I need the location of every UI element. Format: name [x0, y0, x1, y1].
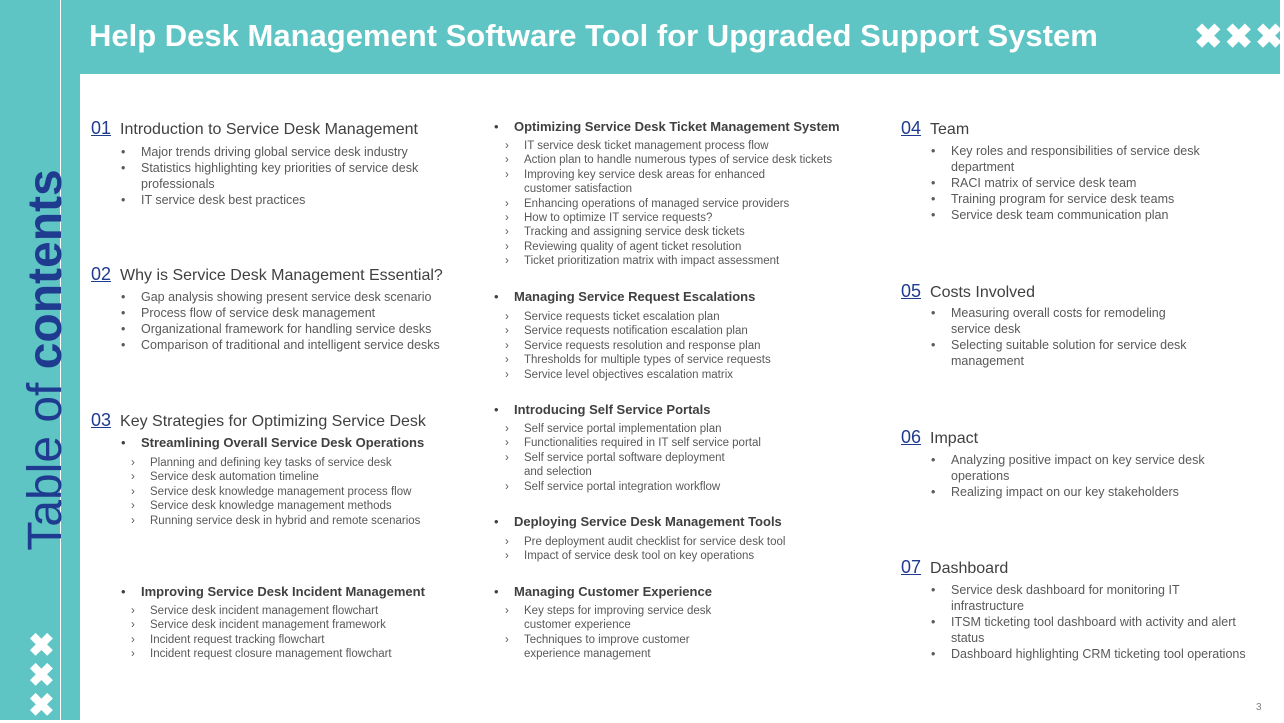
list-item: • Key roles and responsibilities of service desk department: [931, 143, 1201, 175]
subsection-list: [505, 422, 775, 494]
section-07-heading: [901, 557, 1008, 578]
list-item: › Running service desk in hybrid and remote scenarios: [131, 514, 471, 528]
x-mark-icon: ✖: [1255, 18, 1284, 56]
subsection-title: • Deploying Service Desk Management Tools: [494, 514, 782, 529]
section-number: 01: [91, 118, 112, 138]
list-item: › How to optimize IT service requests?: [505, 211, 860, 225]
list-item: • Service desk dashboard for monitoring IT infrastructure: [931, 582, 1191, 614]
list-item: › Enhancing operations of managed service providers: [505, 197, 860, 211]
list-item: › Service desk knowledge management methods: [131, 499, 471, 513]
section-number: 05: [901, 281, 922, 301]
section-03-heading: [91, 410, 426, 431]
list-item: › Techniques to improve customer experience management: [505, 633, 735, 662]
list-item: • Analyzing positive impact on key service desk operations: [931, 452, 1206, 484]
list-item: • Realizing impact on our key stakeholders: [931, 484, 1206, 500]
section-title: Team: [930, 121, 970, 138]
section-title: Costs Involved: [930, 284, 1035, 301]
vertical-title: [19, 169, 72, 551]
subsection-list: [505, 535, 835, 564]
list-item: › Tracking and assigning service desk tickets: [505, 225, 860, 239]
list-item: › Service requests ticket escalation plan: [505, 310, 860, 324]
section-title: Introduction to Service Desk Management: [120, 121, 418, 138]
subsection-title: • Managing Customer Experience: [494, 584, 712, 599]
subsection-title: • Improving Service Desk Incident Management: [121, 584, 425, 599]
decorative-x-marks-top: [1194, 20, 1284, 54]
subsection-title: • Optimizing Service Desk Ticket Management System: [494, 119, 840, 134]
vertical-title-bold: contents: [19, 169, 72, 370]
list-item: › Service desk incident management framework: [131, 618, 471, 632]
list-item: › Pre deployment audit checklist for service desk tool: [505, 535, 835, 549]
list-item: • Comparison of traditional and intelligent service desks: [121, 337, 491, 353]
section-05-heading: [901, 281, 1035, 302]
list-item: • ITSM ticketing tool dashboard with activity and alert status: [931, 614, 1241, 646]
x-mark-icon: ✖: [1224, 18, 1253, 56]
subsection-title: • Streamlining Overall Service Desk Operations: [121, 435, 424, 450]
list-item: › Key steps for improving service desk customer experience: [505, 604, 735, 633]
x-mark-icon: ✖: [1194, 18, 1223, 56]
list-item: • Process flow of service desk management: [121, 305, 491, 321]
list-item: › Impact of service desk tool on key operations: [505, 549, 835, 563]
list-item: › Service requests resolution and response plan: [505, 339, 860, 353]
list-item: › Functionalities required in IT self service portal: [505, 436, 775, 450]
subsection-list: [131, 604, 471, 662]
list-item: • Major trends driving global service desk industry: [121, 144, 421, 160]
section-02-list: [121, 289, 491, 353]
x-mark-icon: ✖: [28, 627, 55, 663]
list-item: • Statistics highlighting key priorities of service desk professionals: [121, 160, 421, 192]
section-number: 02: [91, 264, 112, 284]
list-item: › Planning and defining key tasks of service desk: [131, 456, 471, 470]
list-item: › Thresholds for multiple types of service requests: [505, 353, 860, 367]
section-number: 07: [901, 557, 922, 577]
section-number: 06: [901, 427, 922, 447]
list-item: • Service desk team communication plan: [931, 207, 1201, 223]
section-number: 03: [91, 410, 112, 430]
subsection-list: [505, 139, 860, 269]
list-item: • Gap analysis showing present service desk scenario: [121, 289, 491, 305]
list-item: › Ticket prioritization matrix with impact assessment: [505, 254, 860, 268]
list-item: › Self service portal implementation plan: [505, 422, 775, 436]
decorative-x-marks-side: [28, 627, 55, 723]
x-mark-icon: ✖: [28, 687, 55, 723]
section-05-list: [931, 305, 1191, 369]
list-item: › IT service desk ticket management process flow: [505, 139, 860, 153]
section-title: Impact: [930, 430, 979, 447]
subsection-title: • Managing Service Request Escalations: [494, 289, 755, 304]
page-title: Help Desk Management Software Tool for Upgraded Support System: [89, 18, 1098, 53]
page-number: 3: [1256, 702, 1262, 713]
section-01-heading: [91, 118, 418, 139]
x-mark-icon: ✖: [28, 657, 55, 693]
list-item: › Action plan to handle numerous types of service desk tickets: [505, 153, 860, 167]
vertical-title-light: Table of: [19, 369, 72, 551]
list-item: › Self service portal integration workflow: [505, 480, 775, 494]
list-item: › Service requests notification escalation plan: [505, 324, 860, 338]
list-item: • Dashboard highlighting CRM ticketing tool operations: [931, 646, 1273, 662]
list-item: • Measuring overall costs for remodeling service desk: [931, 305, 1191, 337]
subsection-list: [505, 310, 860, 382]
list-item: › Service desk knowledge management process flow: [131, 485, 471, 499]
section-title: Dashboard: [930, 560, 1009, 577]
list-item: › Improving key service desk areas for enhanced customer satisfaction: [505, 168, 804, 197]
section-06-heading: [901, 427, 978, 448]
subsection-title: • Introducing Self Service Portals: [494, 402, 711, 417]
section-02-heading: [91, 264, 443, 285]
section-number: 04: [901, 118, 922, 138]
section-04-heading: [901, 118, 969, 139]
subsection-list: [131, 456, 471, 528]
list-item: › Incident request tracking flowchart: [131, 633, 471, 647]
list-item: › Self service portal software deployment and selection: [505, 451, 744, 480]
list-item: › Service level objectives escalation matrix: [505, 368, 860, 382]
section-04-list: [931, 143, 1201, 223]
list-item: • Training program for service desk teams: [931, 191, 1201, 207]
list-item: › Service desk automation timeline: [131, 470, 471, 484]
section-06-list: [931, 452, 1206, 500]
list-item: › Reviewing quality of agent ticket resolution: [505, 240, 860, 254]
list-item: › Incident request closure management flowchart: [131, 647, 471, 661]
list-item: • RACI matrix of service desk team: [931, 175, 1201, 191]
subsection-list: [505, 604, 735, 662]
section-01-list: [121, 144, 421, 208]
section-title: Key Strategies for Optimizing Service Desk: [120, 413, 426, 430]
list-item: • Selecting suitable solution for service desk management: [931, 337, 1191, 369]
section-07-list: [931, 582, 1273, 662]
list-item: • Organizational framework for handling service desks: [121, 321, 491, 337]
list-item: • IT service desk best practices: [121, 192, 421, 208]
section-title: Why is Service Desk Management Essential?: [120, 267, 443, 284]
list-item: › Service desk incident management flowchart: [131, 604, 471, 618]
